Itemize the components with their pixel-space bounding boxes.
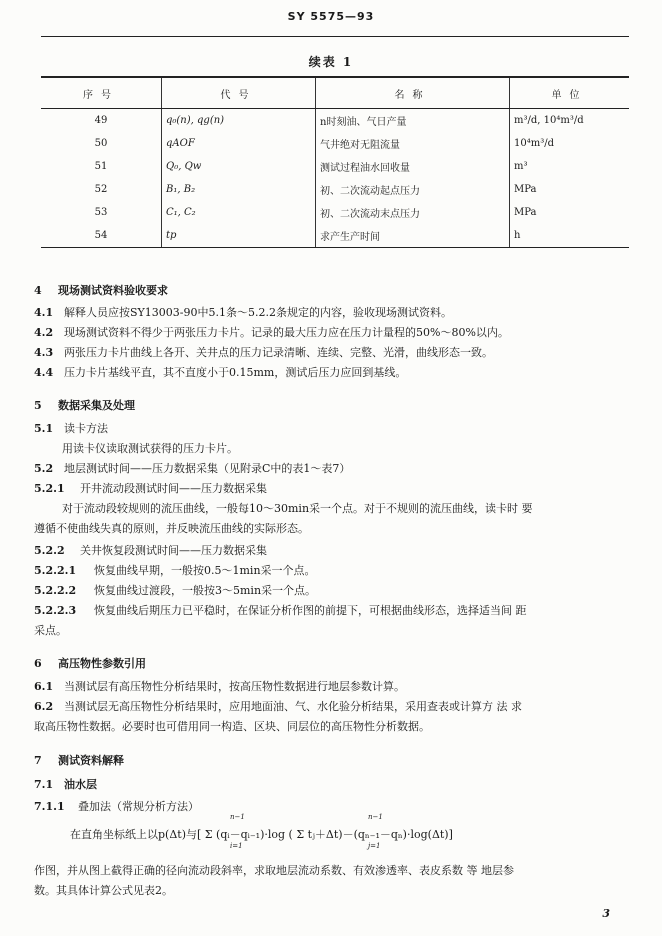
table-header-row bbox=[41, 77, 629, 109]
cell-unit: MPa bbox=[514, 207, 537, 218]
superposition-formula: 在直角坐标纸上以p(Δt)与[ Σ (qᵢ－qᵢ₋₁)·log ( Σ tⱼ＋Δt)－(qₙ₋₁－qₙ)·log(Δt)] bbox=[70, 828, 453, 841]
clause-4-4: 4.4 压力卡片基线平直，其不直度小于0.15mm，测试后压力应回到基线。 bbox=[34, 366, 407, 379]
cell-code: qAOF bbox=[162, 132, 316, 155]
cell-code: q₀(n), qg(n) bbox=[162, 109, 316, 133]
cell-unit: MPa bbox=[514, 184, 537, 195]
table-row bbox=[41, 178, 629, 201]
clause-5-1-body: 用读卡仪读取测试获得的压力卡片。 bbox=[62, 442, 238, 455]
clause-5-2: 5.2 地层测试时间——压力数据采集（见附录C中的表1～表7） bbox=[34, 462, 351, 475]
clause-4-2: 4.2 现场测试资料不得少于两张压力卡片。记录的最大压力应在压力计量程的50%～80%以内。 bbox=[34, 326, 509, 339]
clause-5-2-1: 5.2.1 开井流动段测试时间——压力数据采集 bbox=[34, 482, 267, 495]
col-header-unit: 单位 bbox=[510, 77, 630, 109]
cell-name: n时刻油、气日产量 bbox=[316, 109, 510, 133]
clause-7-1: 7.1 油水层 bbox=[34, 778, 97, 791]
clause-4-3: 4.3 两张压力卡片曲线上各开、关井点的压力记录清晰、连续、完整、光滑，曲线形态一致。 bbox=[34, 346, 493, 359]
clause-5-2-1-body: 对于流动段较规则的流压曲线，一般每10～30min采一个点。对于不规则的流压曲线，读卡时 要 bbox=[62, 502, 533, 515]
cell-code: B₁, B₂ bbox=[162, 178, 316, 201]
clause-5-2-2-2: 5.2.2.2 恢复曲线过渡段，一般按3～5min采一个点。 bbox=[34, 584, 317, 597]
clause-5-2-1-body-cont: 遵循不使曲线失真的原则，并反映流压曲线的实际形态。 bbox=[34, 522, 309, 535]
cell-unit: m³ bbox=[514, 161, 528, 172]
cell-no: 50 bbox=[41, 132, 162, 155]
header-rule bbox=[41, 36, 629, 37]
cell-name: 初、二次流动起点压力 bbox=[316, 178, 510, 201]
cell-no: 54 bbox=[41, 224, 162, 248]
table-row bbox=[41, 155, 629, 178]
cell-name: 气井绝对无阻流量 bbox=[316, 132, 510, 155]
cell-unit: 10⁴m³/d bbox=[514, 138, 554, 149]
table-row bbox=[41, 109, 629, 133]
table-row bbox=[41, 201, 629, 224]
clause-7-1-1-body-cont: 数。其具体计算公式见表2。 bbox=[34, 884, 173, 897]
cell-no: 53 bbox=[41, 201, 162, 224]
clause-6-2: 6.2 当测试层无高压物性分析结果时，应用地面油、气、水化验分析结果，采用查表或计算方 法 求 bbox=[34, 700, 522, 713]
cell-code: C₁, C₂ bbox=[162, 201, 316, 224]
page-number: 3 bbox=[602, 907, 610, 920]
cell-code: Q₀, Qw bbox=[162, 155, 316, 178]
clause-7-1-1-body: 作图，并从图上截得正确的径向流动段斜率，求取地层流动系数、有效渗透率、表皮系数 等 地层参 bbox=[34, 864, 514, 877]
col-header-name: 名称 bbox=[316, 77, 510, 109]
clause-5-1: 5.1 读卡方法 bbox=[34, 422, 108, 435]
cell-unit: m³/d, 10⁴m³/d bbox=[514, 115, 584, 126]
sum-lower-limit-1: i=1 bbox=[230, 842, 243, 850]
cell-name: 求产生产时间 bbox=[316, 224, 510, 248]
cell-no: 52 bbox=[41, 178, 162, 201]
table-row bbox=[41, 132, 629, 155]
sum-upper-limit-2: n−1 bbox=[368, 813, 383, 821]
table-title: 续表 1 bbox=[308, 55, 354, 69]
cell-no: 49 bbox=[41, 109, 162, 133]
section-heading-5: 5 数据采集及处理 bbox=[34, 399, 135, 412]
clause-5-2-2: 5.2.2 关井恢复段测试时间——压力数据采集 bbox=[34, 544, 267, 557]
cell-unit: h bbox=[510, 224, 630, 248]
sum-lower-limit-2: j=1 bbox=[368, 842, 381, 850]
clause-5-2-2-3-cont: 采点。 bbox=[34, 624, 67, 637]
table-row bbox=[41, 224, 629, 248]
sum-upper-limit-1: n−1 bbox=[230, 813, 245, 821]
document-code-header: SY 5575—93 bbox=[287, 10, 375, 23]
section-heading-7: 7 测试资料解释 bbox=[34, 754, 124, 767]
clause-5-2-2-3: 5.2.2.3 恢复曲线后期压力已平稳时，在保证分析作图的前提下，可根据曲线形态，选择适当间 距 bbox=[34, 604, 527, 617]
col-header-no: 序号 bbox=[41, 77, 162, 109]
clause-4-1: 4.1 解释人员应按SY13003-90中5.1条～5.2.2条规定的内容，验收现场测试资料。 bbox=[34, 306, 452, 319]
cell-code: tp bbox=[162, 224, 316, 248]
symbol-table bbox=[41, 76, 629, 248]
col-header-code: 代号 bbox=[162, 77, 316, 109]
clause-6-2-cont: 取高压物性数据。必要时也可借用同一构造、区块、同层位的高压物性分析数据。 bbox=[34, 720, 430, 733]
cell-no: 51 bbox=[41, 155, 162, 178]
clause-7-1-1: 7.1.1 叠加法（常规分析方法） bbox=[34, 800, 199, 813]
section-heading-4: 4 现场测试资料验收要求 bbox=[34, 284, 168, 297]
clause-6-1: 6.1 当测试层有高压物性分析结果时，按高压物性数据进行地层参数计算。 bbox=[34, 680, 405, 693]
clause-5-2-2-1: 5.2.2.1 恢复曲线早期，一般按0.5～1min采一个点。 bbox=[34, 564, 316, 577]
cell-name: 初、二次流动末点压力 bbox=[316, 201, 510, 224]
cell-name: 测试过程油水回收量 bbox=[316, 155, 510, 178]
section-heading-6: 6 高压物性参数引用 bbox=[34, 657, 146, 670]
